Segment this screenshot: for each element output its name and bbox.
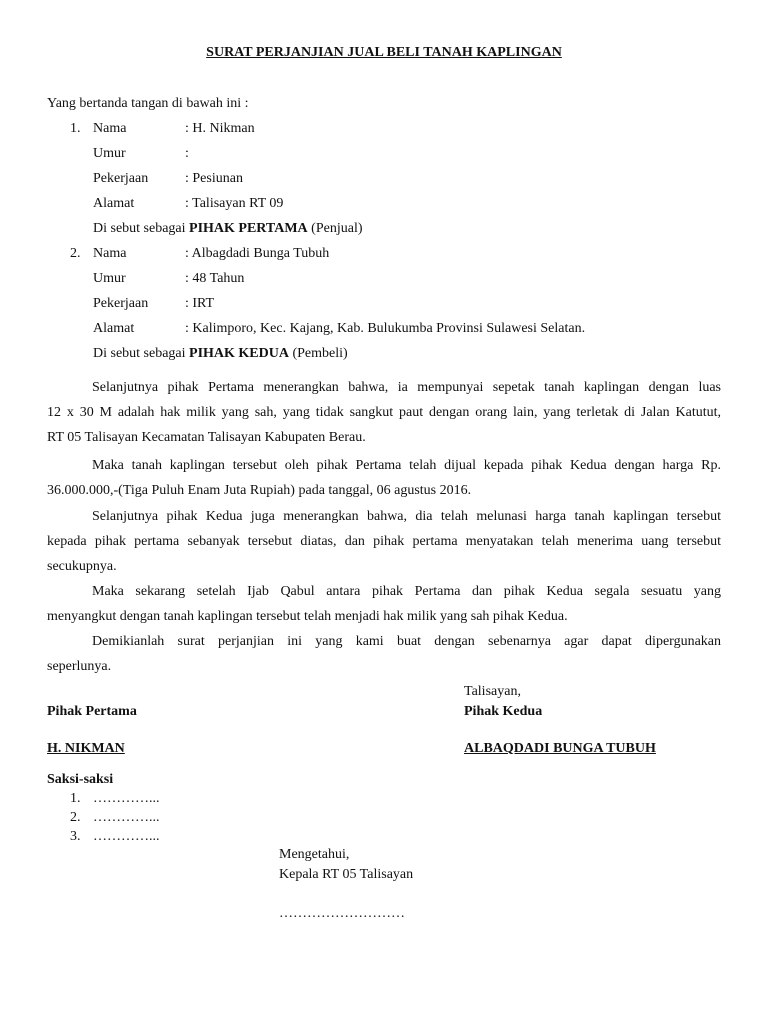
second-party-label: Pihak Kedua [464,704,543,719]
paragraph-line: Selanjutnya pihak Pertama menerangkan bahwa, ia mempunyai sepetak tanah kaplingan dengan luas [92,380,721,395]
paragraph-1 [47,375,721,450]
paragraph-line: 36.000.000,-(Tiga Puluh Enam Juta Rupiah) pada tanggal, 06 agustus 2016. [47,483,472,498]
party2-number: 2. [70,246,81,261]
party2-name-label: Nama [93,246,127,261]
party1-role-suffix: (Penjual) [311,221,363,236]
party2-role-prefix: Di sebut sebagai [93,346,186,361]
party1-age-value: : [185,146,189,161]
paragraph-line: 12 x 30 M adalah hak milik yang sah, yang tidak sangkut paut dengan orang lain, yang terletak di Jalan Katutut, [47,405,721,420]
party1-role [93,220,363,238]
party1-address-value: : Talisayan RT 09 [185,196,284,211]
party2-name-value: : Albagdadi Bunga Tubuh [185,246,330,261]
party1-address-label: Alamat [93,196,135,211]
party1-age-label: Umur [93,146,126,161]
party1-role-name: PIHAK PERTAMA [189,221,308,236]
paragraph-5 [47,629,721,679]
party2-age-label: Umur [93,271,126,286]
party2-age-value: : 48 Tahun [185,271,245,286]
paragraph-line: seperlunya. [47,659,112,674]
paragraph-3 [47,504,721,579]
party1-number: 1. [70,121,81,136]
party1-name-value: : H. Nikman [185,121,255,136]
witness-blank: …………... [93,829,160,844]
witness-blank: …………... [93,810,160,825]
paragraph-line: menyangkut dengan tanah kaplingan tersebut telah menjadi hak milik yang sah pihak Kedua. [47,609,568,624]
party2-address-value: : Kalimporo, Kec. Kajang, Kab. Bulukumba Provinsi Sulawesi Selatan. [185,321,586,336]
witness-number: 1. [70,791,81,806]
paragraph-line: kepada pihak pertama sebanyak tersebut diatas, dan pihak pertama menyatakan telah menerima uang tersebut [47,534,721,549]
party1-job-label: Pekerjaan [93,171,149,186]
paragraph-line: RT 05 Talisayan Kecamatan Talisayan Kabupaten Berau. [47,430,366,445]
witnesses-heading: Saksi-saksi [47,772,114,787]
paragraph-4 [47,579,721,629]
document-title: SURAT PERJANJIAN JUAL BELI TANAH KAPLINGAN [206,45,562,60]
acknowledgement-line1: Mengetahui, [279,847,350,862]
party2-role-suffix: (Pembeli) [292,346,348,361]
party2-role [93,345,348,363]
paragraph-line: Selanjutnya pihak Kedua juga menerangkan bahwa, dia telah melunasi harga tanah kaplingan tersebut [92,509,721,524]
witness-number: 3. [70,829,81,844]
paragraph-2 [47,453,721,503]
acknowledgement-signature-blank: ……………………… [279,906,405,921]
party2-role-name: PIHAK KEDUA [189,346,289,361]
acknowledgement-line2: Kepala RT 05 Talisayan [279,867,414,882]
first-party-signatory: H. NIKMAN [47,741,125,756]
paragraph-line: Demikianlah surat perjanjian ini yang kami buat dengan sebenarnya agar dapat dipergunakan [92,634,721,649]
party1-job-value: : Pesiunan [185,171,243,186]
paragraph-line: secukupnya. [47,559,117,574]
place-text: Talisayan, [464,684,521,699]
party2-job-value: : IRT [185,296,215,311]
party1-role-prefix: Di sebut sebagai [93,221,186,236]
witness-blank: …………... [93,791,160,806]
paragraph-line: Maka sekarang setelah Ijab Qabul antara pihak Pertama dan pihak Kedua segala sesuatu yang [92,584,721,599]
party2-address-label: Alamat [93,321,135,336]
witness-number: 2. [70,810,81,825]
intro-text: Yang bertanda tangan di bawah ini : [47,96,249,111]
party1-name-label: Nama [93,121,127,136]
paragraph-line: Maka tanah kaplingan tersebut oleh pihak Pertama telah dijual kepada pihak Kedua dengan harga Rp. [92,458,721,473]
party2-job-label: Pekerjaan [93,296,149,311]
first-party-label: Pihak Pertama [47,704,137,719]
second-party-signatory: ALBAQDADI BUNGA TUBUH [464,741,656,756]
